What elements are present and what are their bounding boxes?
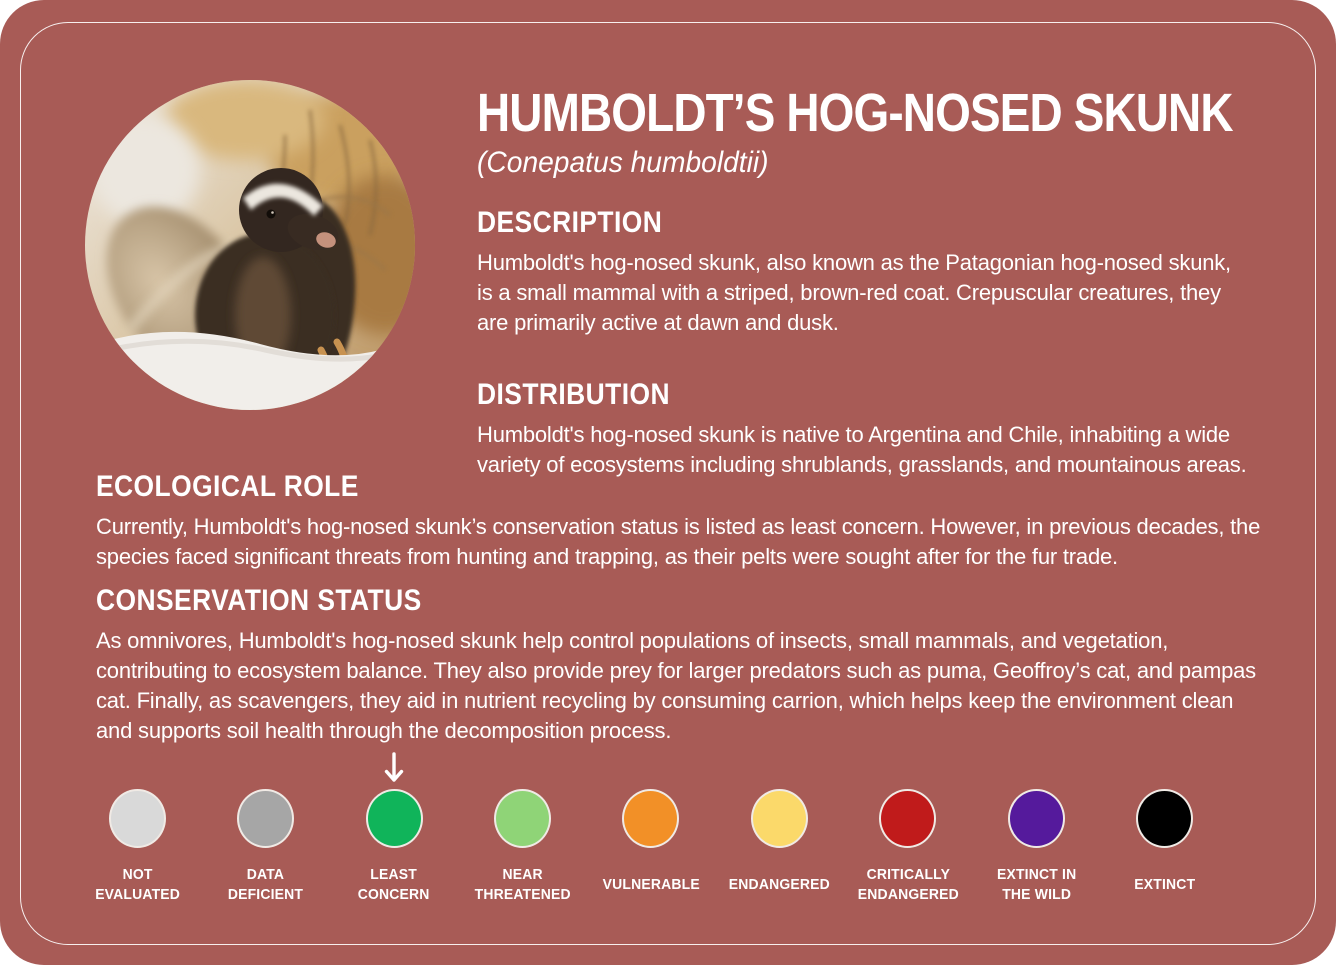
status-label: LEAST CONCERN	[358, 866, 431, 903]
status-item-least-concern	[330, 789, 458, 906]
ecological-role-body: Currently, Humboldt's hog-nosed skunk’s conservation status is listed as least concern. However, in previous decades, the species faced significant threats from hunting and trapping, as their pelts were sought after for the fur trade.	[96, 514, 1261, 569]
status-label: EXTINCT	[1134, 876, 1196, 894]
status-circle	[366, 789, 423, 848]
status-item-not-evaluated	[73, 789, 201, 906]
description-heading: DESCRIPTION	[477, 206, 663, 240]
scientific-name: (Conepatus humboldtii)	[477, 146, 769, 180]
status-item-near-threatened	[458, 789, 586, 906]
distribution-heading: DISTRIBUTION	[477, 378, 671, 412]
selected-arrow-icon	[382, 752, 406, 791]
status-item-vulnerable	[587, 789, 715, 906]
status-label: CRITICALLY ENDANGERED	[857, 866, 959, 903]
status-item-extinct-in-the-wild	[972, 789, 1100, 906]
status-label: DATA DEFICIENT	[228, 866, 304, 903]
status-label: ENDANGERED	[728, 876, 830, 894]
status-scale	[73, 789, 1229, 906]
conservation-status-body: As omnivores, Humboldt's hog-nosed skunk help control populations of insects, small mammals, and vegetation, contributing to ecosystem balance. They also provide prey for larger predators such as puma, Geoffroy’s cat, and pampas cat. Finally, as scavengers, they aid in nutrient recycling by consuming carrion, which helps keep the environment clean and supports soil health through the decomposition process.	[96, 628, 1256, 743]
status-label: NOT EVALUATED	[94, 866, 180, 903]
status-circle	[109, 789, 166, 848]
status-circle	[622, 789, 679, 848]
status-circle	[879, 789, 936, 848]
skunk-photo-illustration	[85, 80, 415, 410]
status-item-data-deficient	[201, 789, 329, 906]
status-circle	[1136, 789, 1193, 848]
status-circle	[237, 789, 294, 848]
status-circle	[751, 789, 808, 848]
page-title: HUMBOLDT’S HOG-NOSED SKUNK	[477, 83, 1233, 143]
status-label: NEAR THREATENED	[474, 866, 571, 903]
status-item-critically-endangered	[844, 789, 972, 906]
status-circle	[1008, 789, 1065, 848]
status-item-extinct	[1101, 789, 1229, 906]
species-photo	[85, 80, 415, 410]
conservation-status-heading: CONSERVATION STATUS	[96, 584, 422, 617]
description-body: Humboldt's hog-nosed skunk, also known as the Patagonian hog-nosed skunk, is a small mammal with a striped, brown-red coat. Crepuscular creatures, they are primarily active at dawn and dusk.	[477, 250, 1231, 336]
header-and-upper-sections	[477, 83, 1252, 480]
status-label: VULNERABLE	[602, 876, 700, 894]
lower-sections	[96, 470, 1266, 746]
distribution-body: Humboldt's hog-nosed skunk is native to Argentina and Chile, inhabiting a wide variety of ecosystems including shrublands, grasslands, and mountainous areas.	[477, 422, 1247, 478]
ecological-role-heading: ECOLOGICAL ROLE	[96, 470, 359, 503]
status-label: EXTINCT IN THE WILD	[996, 866, 1076, 903]
status-item-endangered	[715, 789, 843, 906]
status-circle	[494, 789, 551, 848]
